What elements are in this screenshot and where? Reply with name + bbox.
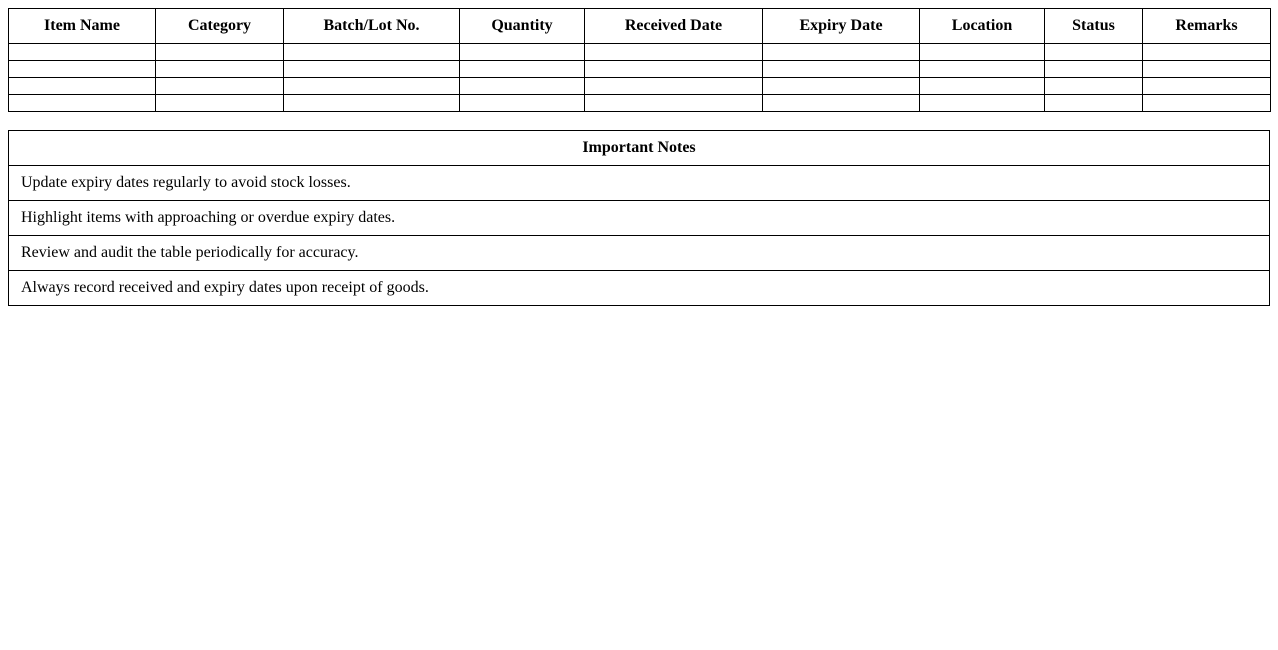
column-header-received-date: Received Date bbox=[585, 9, 763, 44]
column-header-status: Status bbox=[1045, 9, 1143, 44]
note-item: Update expiry dates regularly to avoid stock losses. bbox=[9, 166, 1270, 201]
table-cell[interactable] bbox=[156, 95, 284, 112]
table-cell[interactable] bbox=[763, 61, 920, 78]
table-cell[interactable] bbox=[284, 61, 460, 78]
column-header-item-name: Item Name bbox=[9, 9, 156, 44]
table-cell[interactable] bbox=[1143, 95, 1271, 112]
note-row bbox=[9, 271, 1270, 306]
table-cell[interactable] bbox=[460, 78, 585, 95]
notes-title: Important Notes bbox=[9, 131, 1270, 166]
note-item: Always record received and expiry dates upon receipt of goods. bbox=[9, 271, 1270, 306]
table-cell[interactable] bbox=[920, 61, 1045, 78]
notes-title-row bbox=[9, 131, 1270, 166]
table-cell[interactable] bbox=[1045, 44, 1143, 61]
note-row bbox=[9, 201, 1270, 236]
notes-header bbox=[9, 131, 1270, 166]
table-cell[interactable] bbox=[1045, 78, 1143, 95]
table-cell[interactable] bbox=[460, 95, 585, 112]
table-cell[interactable] bbox=[763, 44, 920, 61]
table-cell[interactable] bbox=[1143, 78, 1271, 95]
notes-body bbox=[9, 166, 1270, 306]
column-header-remarks: Remarks bbox=[1143, 9, 1271, 44]
table-row bbox=[9, 44, 1271, 61]
table-cell[interactable] bbox=[920, 78, 1045, 95]
table-row bbox=[9, 95, 1271, 112]
table-cell[interactable] bbox=[9, 95, 156, 112]
table-cell[interactable] bbox=[585, 44, 763, 61]
table-cell[interactable] bbox=[9, 61, 156, 78]
header-row bbox=[9, 9, 1271, 44]
table-row bbox=[9, 61, 1271, 78]
table-cell[interactable] bbox=[1045, 95, 1143, 112]
table-cell[interactable] bbox=[460, 44, 585, 61]
table-row bbox=[9, 78, 1271, 95]
note-item: Highlight items with approaching or overdue expiry dates. bbox=[9, 201, 1270, 236]
inventory-body bbox=[9, 44, 1271, 112]
table-cell[interactable] bbox=[284, 78, 460, 95]
column-header-location: Location bbox=[920, 9, 1045, 44]
table-cell[interactable] bbox=[156, 61, 284, 78]
column-header-category: Category bbox=[156, 9, 284, 44]
table-cell[interactable] bbox=[920, 44, 1045, 61]
table-cell[interactable] bbox=[284, 95, 460, 112]
table-cell[interactable] bbox=[763, 95, 920, 112]
table-cell[interactable] bbox=[1143, 61, 1271, 78]
table-cell[interactable] bbox=[9, 78, 156, 95]
table-cell[interactable] bbox=[284, 44, 460, 61]
table-cell[interactable] bbox=[585, 61, 763, 78]
note-row bbox=[9, 166, 1270, 201]
inventory-header bbox=[9, 9, 1271, 44]
table-cell[interactable] bbox=[763, 78, 920, 95]
table-cell[interactable] bbox=[156, 44, 284, 61]
column-header-expiry-date: Expiry Date bbox=[763, 9, 920, 44]
table-cell[interactable] bbox=[156, 78, 284, 95]
table-cell[interactable] bbox=[920, 95, 1045, 112]
column-header-batch-lot: Batch/Lot No. bbox=[284, 9, 460, 44]
column-header-quantity: Quantity bbox=[460, 9, 585, 44]
notes-table bbox=[8, 130, 1270, 306]
table-cell[interactable] bbox=[585, 78, 763, 95]
table-cell[interactable] bbox=[585, 95, 763, 112]
table-cell[interactable] bbox=[460, 61, 585, 78]
note-row bbox=[9, 236, 1270, 271]
table-cell[interactable] bbox=[1143, 44, 1271, 61]
note-item: Review and audit the table periodically for accuracy. bbox=[9, 236, 1270, 271]
table-cell[interactable] bbox=[1045, 61, 1143, 78]
inventory-table bbox=[8, 8, 1271, 112]
table-cell[interactable] bbox=[9, 44, 156, 61]
